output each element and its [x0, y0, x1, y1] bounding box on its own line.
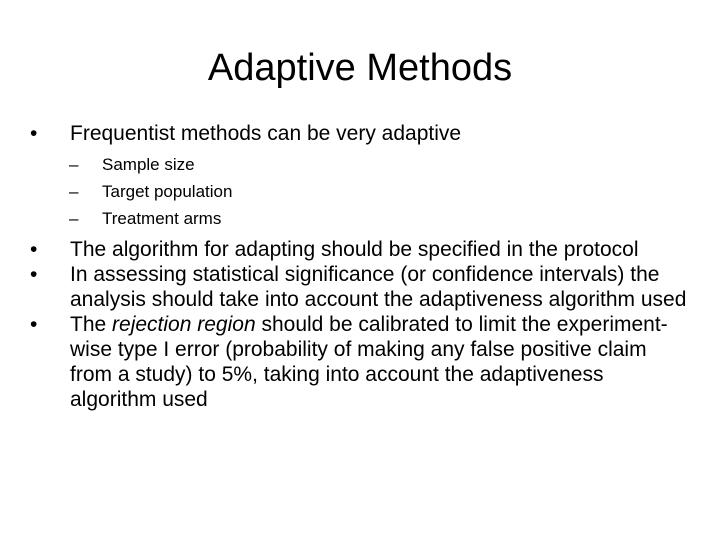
sub-bullet-text: Treatment arms	[102, 209, 222, 228]
bullet-item	[30, 237, 690, 262]
bullet-marker: •	[30, 313, 38, 336]
sub-bullet-text: Sample size	[102, 155, 195, 174]
rejection-region-emphasis: rejection region	[112, 313, 256, 336]
sub-bullet-text: Target population	[102, 182, 233, 201]
bullet-text	[70, 313, 668, 411]
sub-bullet-marker: –	[69, 209, 79, 228]
bullet-text: Frequentist methods can be very adaptive	[70, 122, 462, 145]
bullet-marker: •	[30, 238, 38, 261]
bullet-text-part: should be calibrated to limit the experiment-wise type I error (probability of making any false positive claim from a study) to 5%, taking into account the adaptiveness algorithm used	[70, 313, 668, 411]
bullet-marker: •	[30, 263, 38, 286]
bullet-text: The algorithm for adapting should be specified in the protocol	[70, 238, 639, 261]
sub-bullet-item	[30, 151, 690, 178]
bullet-item	[30, 121, 690, 146]
sub-bullet-marker: –	[69, 182, 79, 201]
bullet-text-part: The	[70, 313, 113, 336]
sub-bullet-marker: –	[69, 155, 79, 174]
slide-title: Adaptive Methods	[207, 47, 513, 89]
sub-bullet-item	[30, 178, 690, 205]
bullet-marker: •	[30, 122, 38, 145]
sub-bullet-item	[30, 205, 690, 232]
bullet-item	[30, 312, 690, 412]
bullet-list	[30, 121, 690, 412]
bullet-item	[30, 262, 690, 312]
sub-bullet-list	[30, 151, 690, 232]
bullet-text: In assessing statistical significance (or confidence intervals) the analysis should take into account the adaptiveness algorithm used	[70, 263, 687, 311]
